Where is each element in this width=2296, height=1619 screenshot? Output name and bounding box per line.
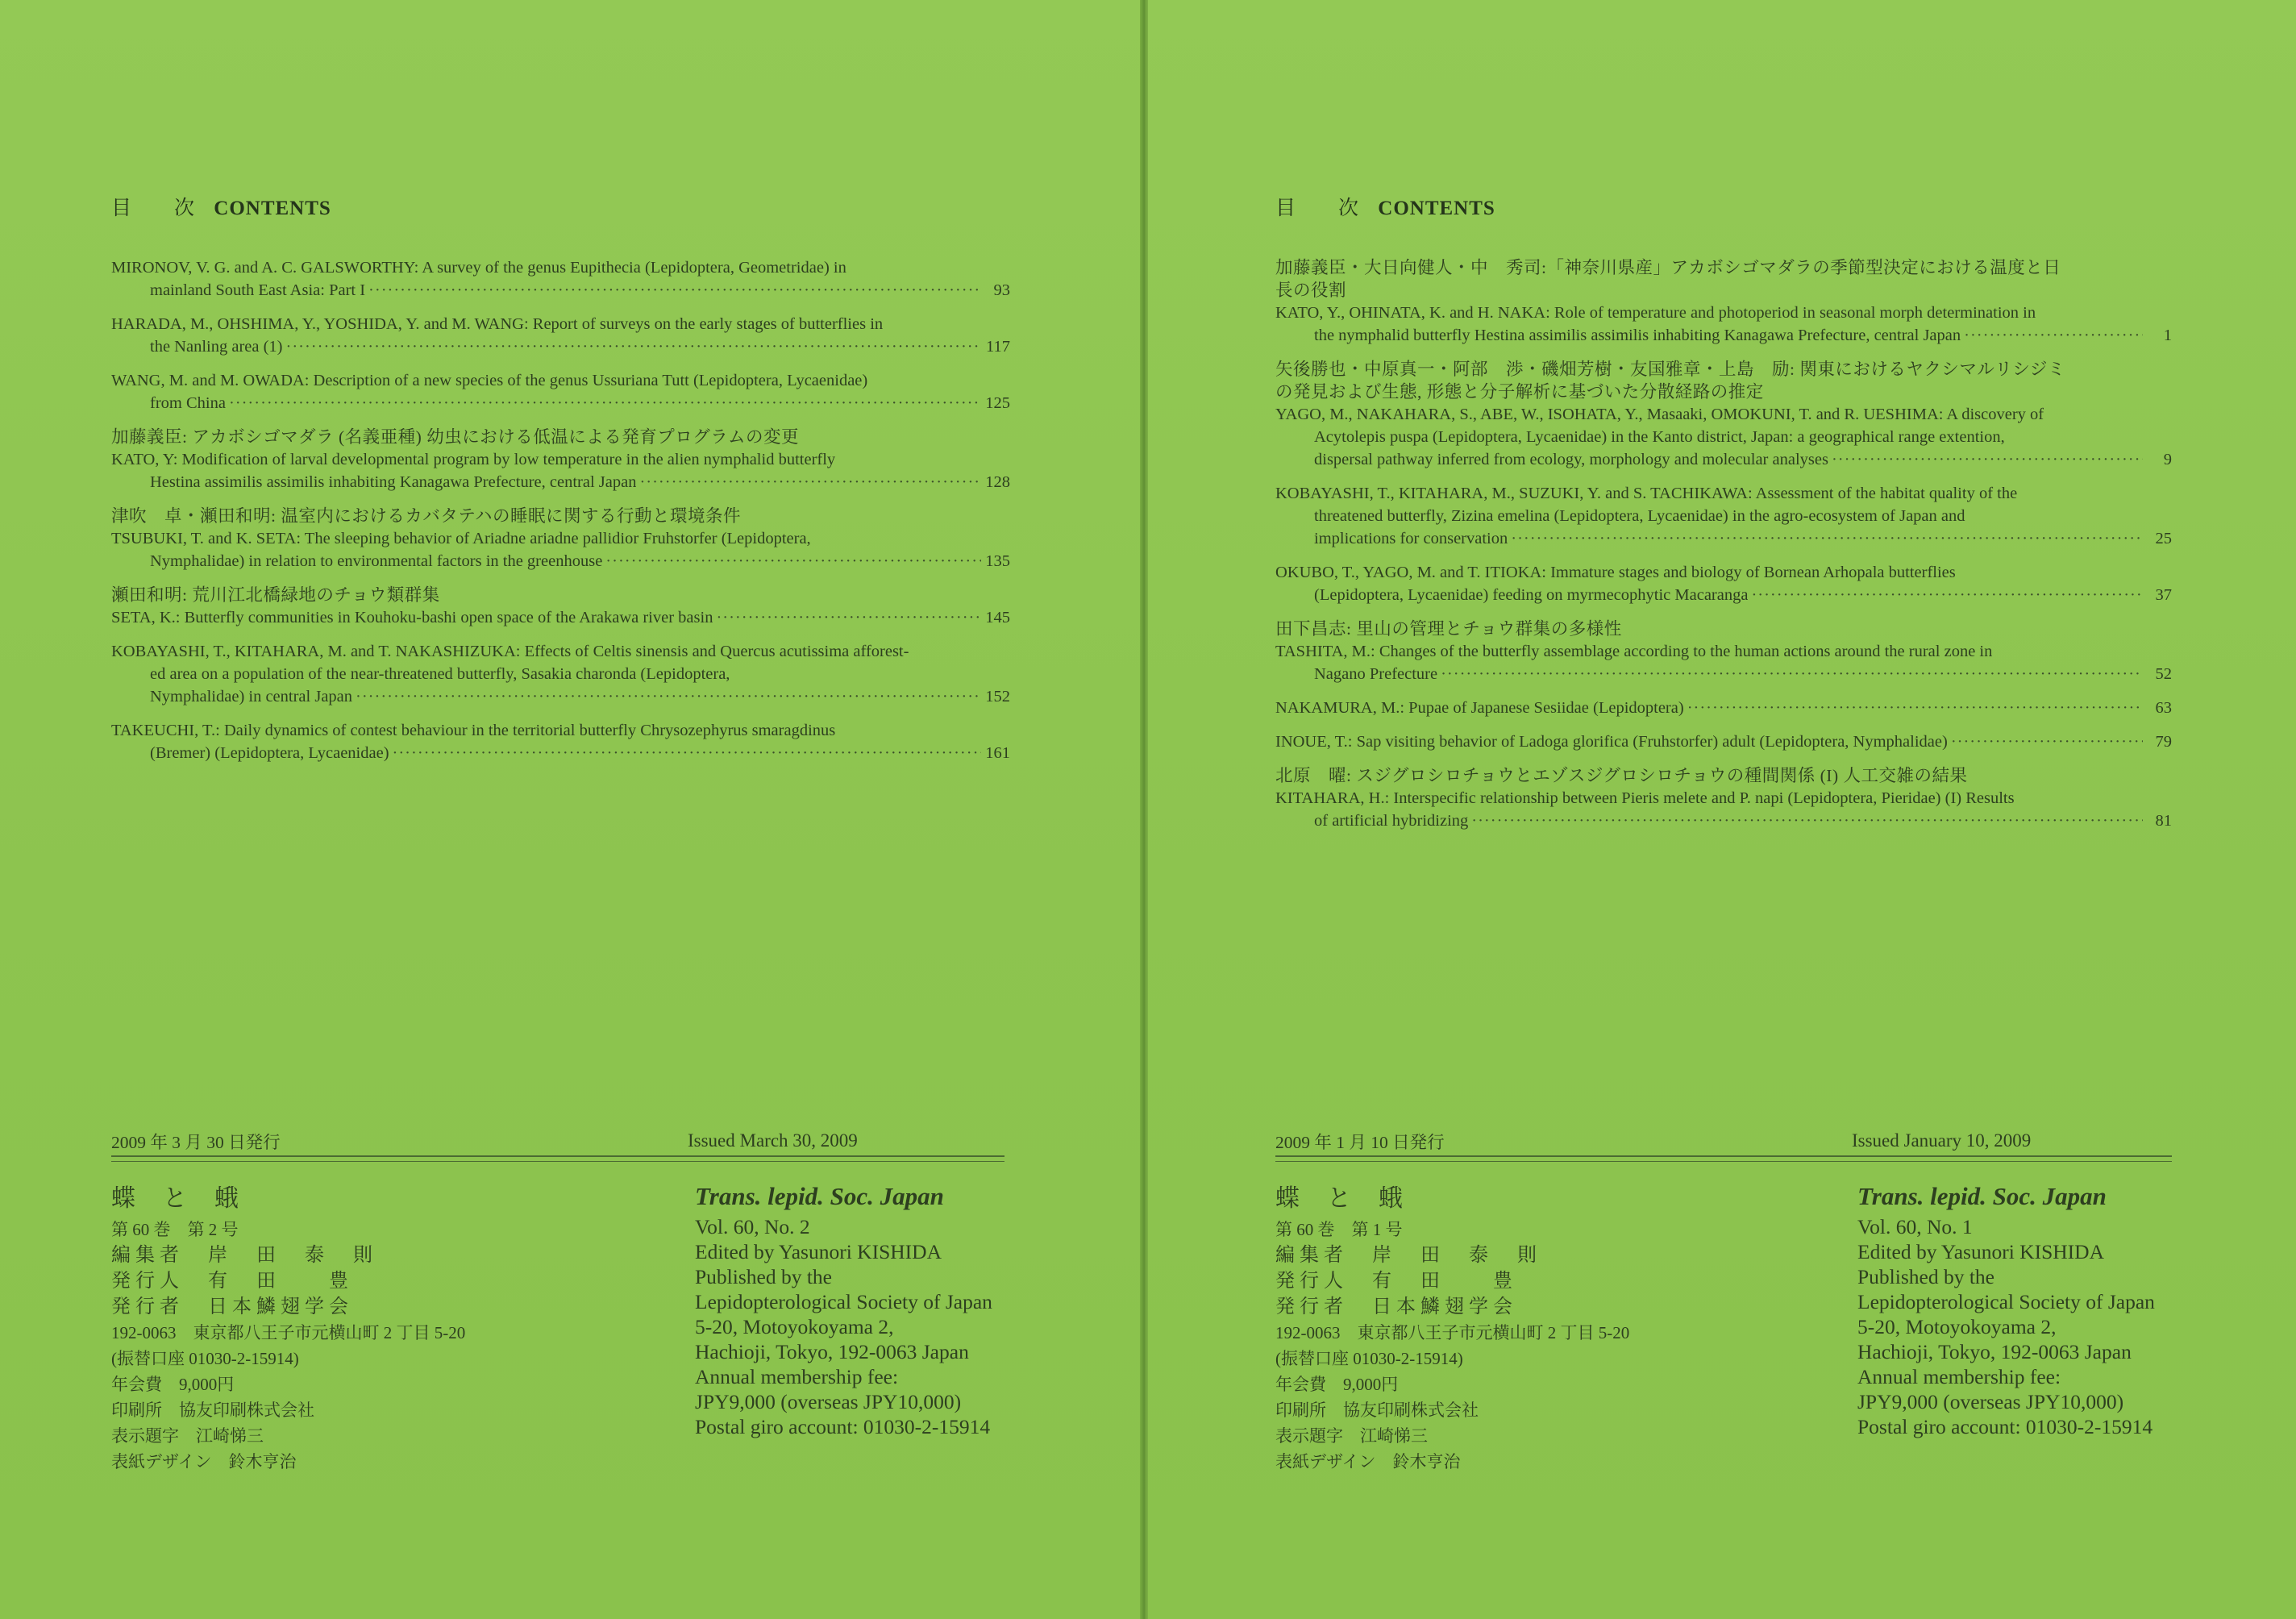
- toc-page-number: 93: [993, 281, 1010, 299]
- toc-entry-line: [111, 313, 1010, 335]
- dot-leader: [1511, 527, 2143, 550]
- toc-entry-text: implications for conservation: [1314, 530, 1508, 547]
- contents-heading: 目 次 CONTENTS: [111, 198, 331, 219]
- toc-entry-jp-title: 矢後勝也・中原真一・阿部 渉・磯畑芳樹・友国雅章・上島 励: 関東におけるヤクシマルリシジミ: [1275, 360, 2065, 379]
- publisher-line1: Published by the: [695, 1265, 832, 1288]
- colophon-jp: [1275, 1181, 1629, 1475]
- toc-entry-line: [1275, 584, 2172, 606]
- toc-entry-line: [111, 256, 1010, 279]
- toc-entry-line: [1275, 810, 2172, 832]
- dot-leader: [1964, 324, 2143, 347]
- toc-entry-text: WANG, M. and M. OWADA: Description of a new species of the genus Ussuriana Tutt (Lepidoptera, Lycaenidae): [111, 372, 868, 389]
- publisher-org-jp: 発行者 日本鱗翅学会: [1275, 1296, 1517, 1317]
- dot-leader: [1471, 810, 2143, 832]
- toc-entry-jp-title: 加藤義臣・大日向健人・中 秀司:「神奈川県産」アカボシゴマダラの季節型決定における温度と日: [1275, 258, 2061, 277]
- toc-entry-line: [111, 640, 1010, 663]
- title-lettering-jp: 表示題字 江崎悌三: [1275, 1426, 1428, 1446]
- colophon-divider: [1275, 1155, 2172, 1162]
- toc-entry-line: [111, 369, 1010, 392]
- toc-entry-text: SETA, K.: Butterfly communities in Kouhoku-bashi open space of the Arakawa river basin: [111, 609, 713, 626]
- toc-entry-text: dispersal pathway inferred from ecology, morphology and molecular analyses: [1314, 451, 1828, 468]
- toc-page-number: 63: [2155, 699, 2172, 717]
- toc-entry-text: KATO, Y: Modification of larval developmental program by low temperature in the alien nymphalid butterfly: [111, 451, 836, 468]
- address-line2: Hachioji, Tokyo, 192-0063 Japan: [1857, 1340, 2132, 1363]
- toc-entry-text: NAKAMURA, M.: Pupae of Japanese Sesiidae (Lepidoptera): [1275, 699, 1684, 717]
- toc-entry: [111, 505, 1010, 572]
- toc-entry-line: [1275, 505, 2172, 527]
- toc-page-number: 25: [2155, 530, 2172, 547]
- toc-page-number: 81: [2155, 812, 2172, 830]
- toc-entry-line: [111, 279, 1010, 302]
- toc-entry-text: HARADA, M., OHSHIMA, Y., YOSHIDA, Y. and M. WANG: Report of surveys on the early stages of butterflies in: [111, 315, 884, 333]
- fee-line2: JPY9,000 (overseas JPY10,000): [1857, 1390, 2124, 1413]
- toc-entry-line: [1275, 302, 2172, 324]
- dot-leader: [605, 550, 981, 572]
- toc-entry-line: [111, 471, 1010, 493]
- toc-entry-text: ed area on a population of the near-threatened butterfly, Sasakia charonda (Lepidoptera,: [150, 665, 730, 683]
- toc-entry-text: OKUBO, T., YAGO, M. and T. ITIOKA: Immature stages and biology of Bornean Arhopala butterflies: [1275, 564, 1956, 581]
- issue-date-en: Issued March 30, 2009: [688, 1130, 858, 1151]
- toc-entry-line: [111, 685, 1010, 708]
- toc-entry: [1275, 618, 2172, 685]
- dot-leader: [229, 392, 981, 414]
- publisher-person-jp: 発行人 有 田 豊: [111, 1271, 353, 1292]
- toc-entry-jp-title-cont: 長の役割: [1275, 281, 1347, 300]
- giro-en: Postal giro account: 01030-2-15914: [695, 1415, 991, 1438]
- toc-entry-jp-title: 瀬田和明: 荒川江北橋緑地のチョウ類群集: [111, 585, 440, 605]
- toc-page-number: 135: [985, 552, 1010, 570]
- toc-entry-text: from China: [150, 394, 226, 412]
- toc-entry-line: [111, 663, 1010, 685]
- publisher-org-jp: 発行者 日本鱗翅学会: [111, 1296, 353, 1317]
- toc-entry-line: [1275, 527, 2172, 550]
- toc-page-number: 52: [2155, 665, 2172, 683]
- dot-leader: [716, 606, 981, 629]
- toc-entry-text: MIRONOV, V. G. and A. C. GALSWORTHY: A survey of the genus Eupithecia (Lepidoptera, Geometridae) in: [111, 259, 846, 277]
- toc-entry-line: [1275, 324, 2172, 347]
- toc-page-number: 145: [985, 609, 1010, 626]
- colophon-jp: [111, 1181, 465, 1475]
- table-of-contents: [1275, 256, 2172, 843]
- giro-jp: (振替口座 01030-2-15914): [111, 1349, 299, 1368]
- giro-jp: (振替口座 01030-2-15914): [1275, 1349, 1463, 1368]
- toc-page-number: 79: [2155, 733, 2172, 751]
- dot-leader: [1751, 584, 2143, 606]
- toc-entry: [111, 426, 1010, 493]
- fee-jp: 年会費 9,000円: [1275, 1375, 1399, 1394]
- toc-entry: [1275, 730, 2172, 753]
- editor-en: Edited by Yasunori KISHIDA: [695, 1240, 942, 1263]
- toc-entry-line: [1275, 448, 2172, 471]
- address-jp: 192-0063 東京都八王子市元横山町 2 丁目 5-20: [1275, 1323, 1630, 1342]
- right-page: [1148, 0, 2296, 1619]
- toc-page-number: 161: [985, 744, 1010, 762]
- dot-leader: [1951, 730, 2143, 753]
- toc-entry-line: [1275, 663, 2172, 685]
- editor-jp: 編集者 岸 田 泰 則: [111, 1245, 377, 1266]
- volume-jp: 第 60 巻 第 2 号: [111, 1220, 239, 1239]
- address-line1: 5-20, Motoyokoyama 2,: [695, 1315, 894, 1338]
- toc-entry-jp-title: 加藤義臣: アカボシゴマダラ (名義亜種) 幼虫における低温による発育プログラムの変更: [111, 427, 799, 447]
- dot-leader: [368, 279, 981, 302]
- printer-jp: 印刷所 協友印刷株式会社: [1275, 1400, 1479, 1420]
- publisher-line2: Lepidopterological Society of Japan: [1857, 1290, 2155, 1313]
- toc-entry: [1275, 697, 2172, 719]
- toc-entry-text: Nymphalidae) in central Japan: [150, 688, 353, 705]
- left-page: [0, 0, 1142, 1619]
- dot-leader: [1832, 448, 2143, 471]
- toc-entry: [1275, 764, 2172, 832]
- dot-leader: [639, 471, 981, 493]
- toc-entry-text: Nagano Prefecture: [1314, 665, 1438, 683]
- journal-title-en: Trans. lepid. Soc. Japan: [1857, 1182, 2107, 1210]
- dot-leader: [1441, 663, 2143, 685]
- cover-design-jp: 表紙デザイン 鈴木亨治: [1275, 1452, 1461, 1471]
- toc-page-number: 117: [986, 338, 1010, 356]
- toc-entry-line: [1275, 561, 2172, 584]
- toc-entry-text: YAGO, M., NAKAHARA, S., ABE, W., ISOHATA, Y., Masaaki, OMOKUNI, T. and R. UESHIMA: A discovery of: [1275, 406, 2044, 423]
- volume-en: Vol. 60, No. 1: [1857, 1215, 1973, 1238]
- issue-date-en: Issued January 10, 2009: [1852, 1130, 2032, 1151]
- fee-line2: JPY9,000 (overseas JPY10,000): [695, 1390, 962, 1413]
- journal-title-en: Trans. lepid. Soc. Japan: [695, 1182, 944, 1210]
- contents-heading: 目 次 CONTENTS: [1275, 198, 1495, 219]
- toc-entry-line: [1275, 426, 2172, 448]
- toc-page-number: 9: [2163, 451, 2172, 468]
- title-lettering-jp: 表示題字 江崎悌三: [111, 1426, 264, 1446]
- toc-entry-text: (Bremer) (Lepidoptera, Lycaenidae): [150, 744, 389, 762]
- giro-en: Postal giro account: 01030-2-15914: [1857, 1415, 2153, 1438]
- toc-entry: [1275, 561, 2172, 606]
- toc-entry-line: [1275, 640, 2172, 663]
- toc-entry-line: [1275, 403, 2172, 426]
- address-line1: 5-20, Motoyokoyama 2,: [1857, 1315, 2057, 1338]
- toc-page-number: 37: [2155, 586, 2172, 604]
- toc-entry-jp-title: 津吹 卓・瀬田和明: 温室内におけるカバタテハの睡眠に関する行動と環境条件: [111, 506, 742, 526]
- toc-entry-jp-title: 田下昌志: 里山の管理とチョウ群集の多様性: [1275, 619, 1622, 639]
- toc-entry: [1275, 256, 2172, 347]
- toc-entry-text: TSUBUKI, T. and K. SETA: The sleeping behavior of Ariadne ariadne pallidior Fruhstorfer (Lepidoptera,: [111, 530, 811, 547]
- address-jp: 192-0063 東京都八王子市元横山町 2 丁目 5-20: [111, 1323, 466, 1342]
- toc-entry-line: [111, 742, 1010, 764]
- toc-entry-text: KOBAYASHI, T., KITAHARA, M. and T. NAKASHIZUKA: Effects of Celtis sinensis and Quercus acutissima afforest-: [111, 643, 909, 660]
- editor-en: Edited by Yasunori KISHIDA: [1857, 1240, 2104, 1263]
- volume-jp: 第 60 巻 第 1 号: [1275, 1220, 1403, 1239]
- toc-entry: [1275, 358, 2172, 471]
- publisher-line1: Published by the: [1857, 1265, 1994, 1288]
- volume-en: Vol. 60, No. 2: [695, 1215, 810, 1238]
- address-line2: Hachioji, Tokyo, 192-0063 Japan: [695, 1340, 969, 1363]
- fee-jp: 年会費 9,000円: [111, 1375, 235, 1394]
- toc-entry-text: mainland South East Asia: Part I: [150, 281, 366, 299]
- table-of-contents: [111, 256, 1010, 776]
- printer-jp: 印刷所 協友印刷株式会社: [111, 1400, 314, 1420]
- toc-entry-text: TASHITA, M.: Changes of the butterfly assemblage according to the human actions around the rural zone in: [1275, 643, 1993, 660]
- toc-page-number: 125: [985, 394, 1010, 412]
- toc-entry-text: (Lepidoptera, Lycaenidae) feeding on myrmecophytic Macaranga: [1314, 586, 1749, 604]
- journal-title-jp: 蝶と蛾: [1275, 1185, 1430, 1212]
- toc-entry-text: the nymphalid butterfly Hestina assimilis assimilis inhabiting Kanagawa Prefecture, central Japan: [1314, 327, 1961, 344]
- toc-entry-line: [111, 527, 1010, 550]
- toc-entry-text: threatened butterfly, Zizina emelina (Lepidoptera, Lycaenidae) in the agro-ecosystem of Japan and: [1314, 507, 1965, 525]
- toc-entry-text: TAKEUCHI, T.: Daily dynamics of contest behaviour in the territorial butterfly Chrysozephyrus smaragdinus: [111, 722, 836, 739]
- toc-entry-line: [111, 448, 1010, 471]
- toc-page-number: 1: [2163, 327, 2172, 344]
- toc-entry-jp-title-cont: の発見および生態, 形態と分子解析に基づいた分散経路の推定: [1275, 382, 1764, 402]
- cover-design-jp: 表紙デザイン 鈴木亨治: [111, 1452, 297, 1471]
- journal-title-jp: 蝶と蛾: [111, 1185, 266, 1212]
- toc-entry-line: [111, 550, 1010, 572]
- toc-entry-text: Acytolepis puspa (Lepidoptera, Lycaenidae) in the Kanto district, Japan: a geographical range extention,: [1314, 428, 2005, 446]
- publisher-person-jp: 発行人 有 田 豊: [1275, 1271, 1517, 1292]
- toc-entry-line: [111, 392, 1010, 414]
- toc-entry-jp-title: 北原 曜: スジグロシロチョウとエゾスジグロシロチョウの種間関係 (I) 人工交雑の結果: [1275, 766, 1968, 785]
- toc-entry-line: [111, 335, 1010, 358]
- toc-entry-text: of artificial hybridizing: [1314, 812, 1469, 830]
- dot-leader: [393, 742, 981, 764]
- toc-entry-text: KATO, Y., OHINATA, K. and H. NAKA: Role of temperature and photoperiod in seasonal morph determination in: [1275, 304, 2036, 322]
- toc-entry-text: KITAHARA, H.: Interspecific relationship between Pieris melete and P. napi (Lepidoptera, Pieridae) (I) Results: [1275, 789, 2015, 807]
- issue-date-jp: 2009 年 1 月 10 日発行: [1275, 1133, 1445, 1152]
- toc-entry-line: [111, 606, 1010, 629]
- toc-entry-text: the Nanling area (1): [150, 338, 283, 356]
- fee-line1: Annual membership fee:: [1857, 1365, 2061, 1388]
- editor-jp: 編集者 岸 田 泰 則: [1275, 1245, 1541, 1266]
- toc-entry-line: [1275, 482, 2172, 505]
- toc-entry-line: [111, 719, 1010, 742]
- dot-leader: [356, 685, 981, 708]
- toc-entry-text: Nymphalidae) in relation to environmental factors in the greenhouse: [150, 552, 603, 570]
- toc-entry-line: [1275, 697, 2172, 719]
- toc-entry: [111, 719, 1010, 764]
- toc-entry-line: [1275, 787, 2172, 810]
- colophon-divider: [111, 1155, 1004, 1162]
- toc-entry-text: Hestina assimilis assimilis inhabiting Kanagawa Prefecture, central Japan: [150, 473, 637, 491]
- toc-page-number: 128: [985, 473, 1010, 491]
- dot-leader: [1687, 697, 2143, 719]
- toc-entry: [111, 256, 1010, 302]
- toc-entry: [111, 584, 1010, 629]
- fee-line1: Annual membership fee:: [695, 1365, 899, 1388]
- toc-entry-text: INOUE, T.: Sap visiting behavior of Ladoga glorifica (Fruhstorfer) adult (Lepidoptera, Nymphalidae): [1275, 733, 1948, 751]
- colophon-en: [1857, 1179, 2155, 1439]
- toc-entry-text: KOBAYASHI, T., KITAHARA, M., SUZUKI, Y. and S. TACHIKAWA: Assessment of the habitat quality of the: [1275, 485, 2018, 502]
- colophon-en: [695, 1179, 992, 1439]
- toc-entry: [111, 313, 1010, 358]
- publisher-line2: Lepidopterological Society of Japan: [695, 1290, 992, 1313]
- toc-entry: [111, 369, 1010, 414]
- issue-date-jp: 2009 年 3 月 30 日発行: [111, 1133, 281, 1152]
- dot-leader: [286, 335, 982, 358]
- toc-entry-line: [1275, 730, 2172, 753]
- toc-entry: [111, 640, 1010, 708]
- toc-page-number: 152: [985, 688, 1010, 705]
- toc-entry: [1275, 482, 2172, 550]
